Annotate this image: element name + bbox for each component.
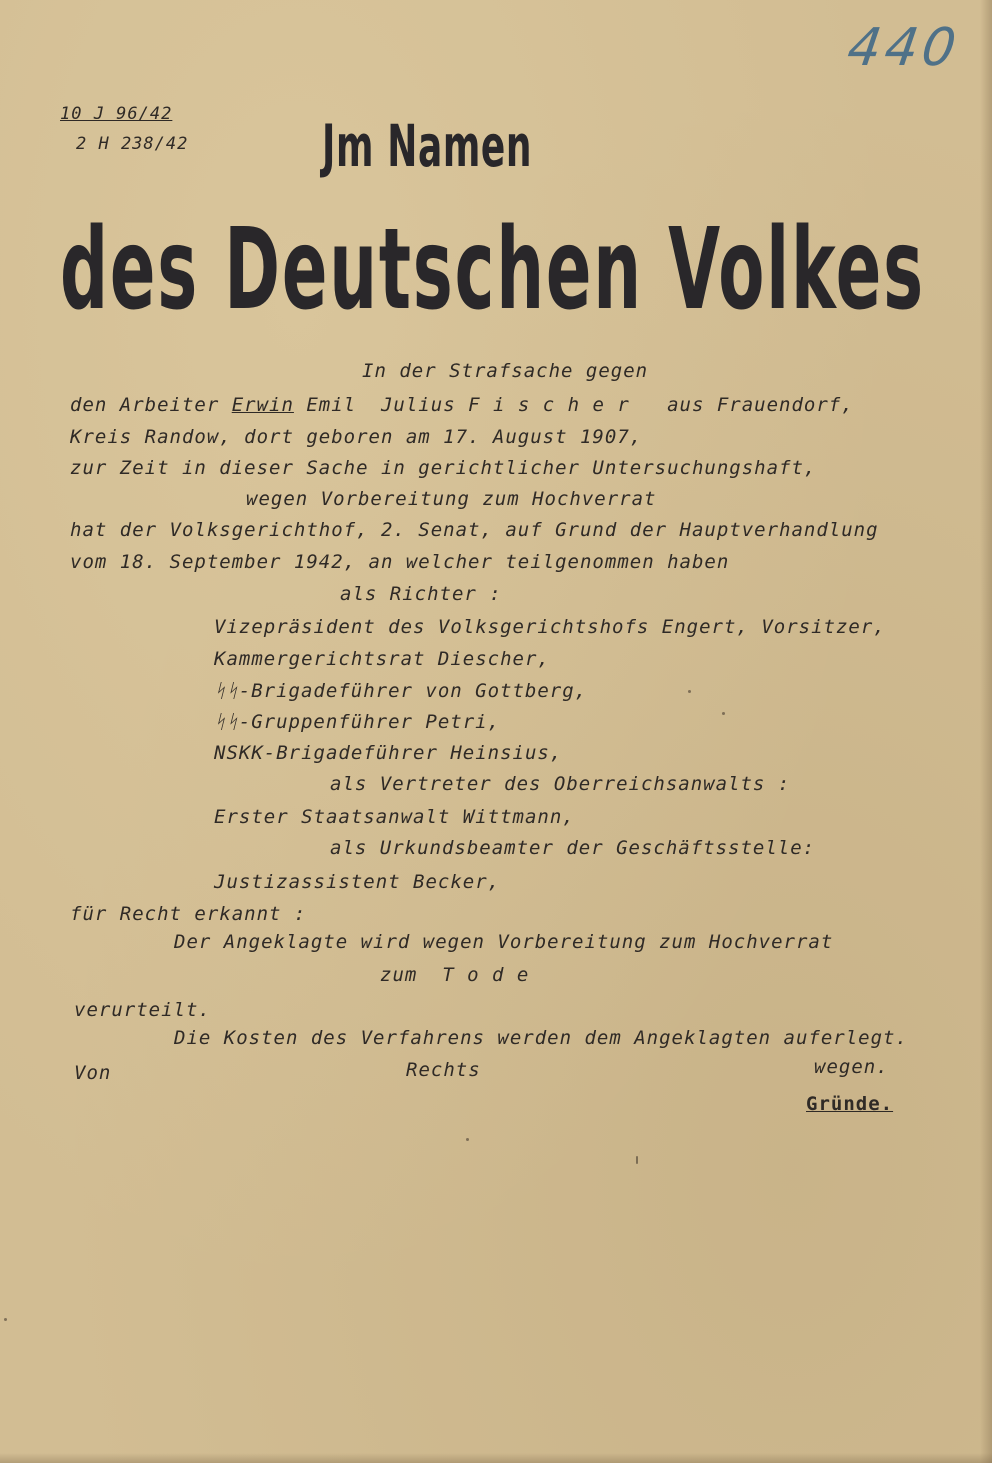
text-line: als Richter : — [340, 583, 502, 605]
text-line: als Vertreter des Oberreichsanwalts : — [330, 773, 791, 795]
text-line: vom 18. September 1942, an welcher teilgenommen haben — [70, 551, 730, 573]
page-edge-shadow-bottom — [0, 1453, 992, 1463]
case-reference-2: 2 H 238/42 — [76, 134, 189, 154]
text-line: wegen. — [814, 1056, 889, 1078]
page-edge-shadow — [980, 0, 992, 1463]
text-line: wegen Vorbereitung zum Hochverrat — [246, 488, 657, 510]
text-line: zur Zeit in dieser Sache in gerichtlicher Untersuchungshaft, — [70, 457, 817, 479]
paper-speck — [722, 712, 725, 715]
defendant-first-name: Erwin — [231, 394, 294, 416]
case-reference-1: 10 J 96/42 — [60, 104, 173, 124]
text-line: NSKK-Brigadeführer Heinsius, — [214, 742, 563, 764]
text-line: In der Strafsache gegen — [362, 360, 649, 382]
text-line: Justizassistent Becker, — [214, 871, 501, 893]
text-line: Erster Staatsanwalt Wittmann, — [214, 806, 575, 828]
text-line: Kreis Randow, dort geboren am 17. August 1907, — [70, 426, 643, 448]
paper-speck — [4, 1318, 7, 1321]
text-line: ᛋᛋ-Gruppenführer Petri, — [214, 711, 501, 733]
text-line: verurteilt. — [74, 999, 211, 1021]
paper-speck — [466, 1138, 469, 1141]
text-line — [70, 394, 854, 416]
text-segment: Emil Julius F i s c h e r aus Frauendorf, — [293, 394, 854, 416]
heading-line-2: des Deutschen Volkes — [60, 205, 925, 335]
text-segment: den Arbeiter — [70, 394, 232, 416]
text-line: als Urkundsbeamter der Geschäftsstelle: — [330, 837, 816, 859]
text-line: Der Angeklagte wird wegen Vorbereitung zum Hochverrat — [174, 931, 834, 953]
section-heading-reasons: Gründe. — [806, 1093, 894, 1115]
text-line: ᛋᛋ-Brigadeführer von Gottberg, — [214, 680, 588, 702]
text-line: für Recht erkannt : — [70, 903, 307, 925]
text-line: hat der Volksgerichthof, 2. Senat, auf Grund der Hauptverhandlung — [70, 519, 879, 541]
paper-speck — [636, 1156, 638, 1164]
text-line: Von — [74, 1062, 112, 1084]
heading-line-1: Jm Namen — [322, 112, 533, 180]
paper-speck — [688, 690, 691, 693]
text-line: Die Kosten des Verfahrens werden dem Angeklagten auferlegt. — [174, 1027, 908, 1049]
archive-number: 440 — [843, 18, 964, 78]
text-line: Vizepräsident des Volksgerichtshofs Engert, Vorsitzer, — [214, 616, 886, 638]
verdict-line: zum T o d e — [380, 964, 530, 986]
text-line: Kammergerichtsrat Diescher, — [214, 648, 550, 670]
text-line: Rechts — [406, 1059, 481, 1081]
